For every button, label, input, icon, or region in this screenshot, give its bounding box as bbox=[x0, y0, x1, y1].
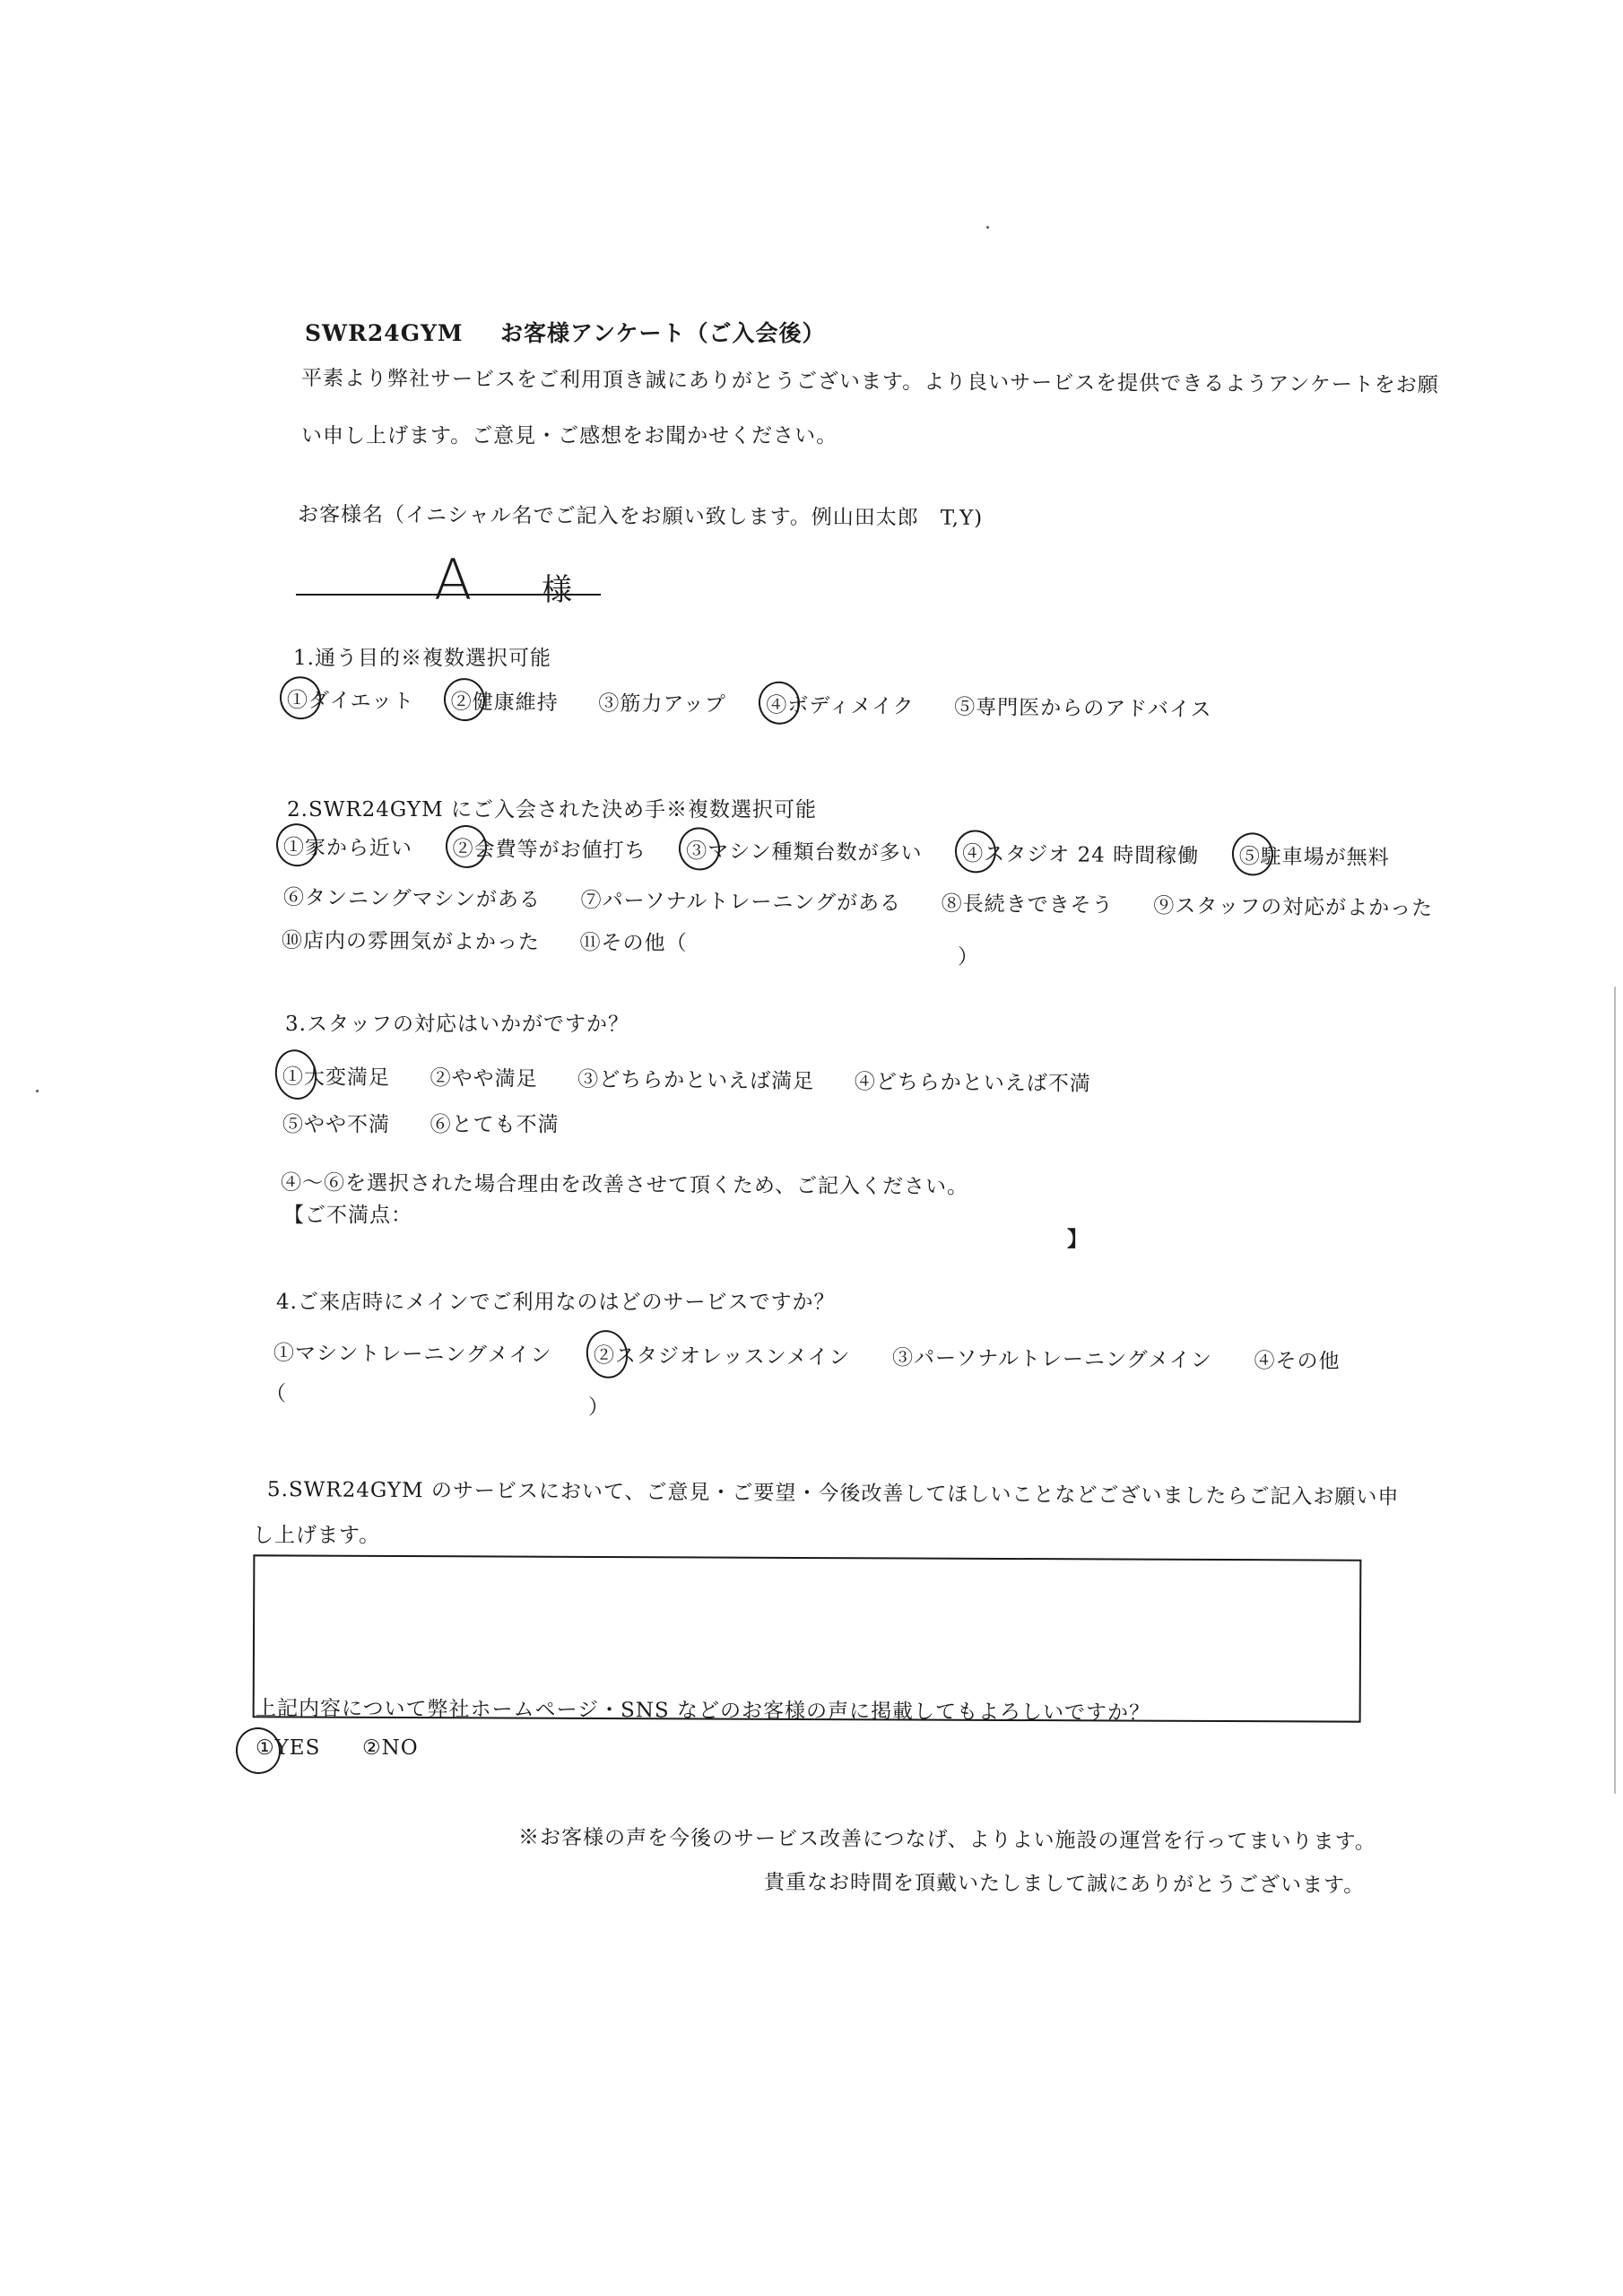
q2-option-4[interactable]: ④スタジオ 24 時間稼働 bbox=[962, 837, 1199, 869]
q1-option-3[interactable]: ③筋力アップ bbox=[598, 691, 726, 718]
q1-option-2[interactable]: ②健康維持 bbox=[451, 685, 559, 716]
intro-line-2: い申し上げます。ご意見・ご感想をお聞かせください。 bbox=[301, 424, 838, 448]
q2-option-5[interactable]: ⑤駐車場が無料 bbox=[1239, 839, 1390, 871]
q3-complaint-label: 【ご不満点： bbox=[283, 1204, 412, 1227]
q3-option-5[interactable]: ⑤やや不満 bbox=[282, 1113, 390, 1136]
q3-question: 3.スタッフの対応はいかがですか？ bbox=[285, 1013, 629, 1036]
footer-line-1: ※お客様の声を今後のサービス改善につなげ、よりよい施設の運営を行ってまいります。 bbox=[517, 1826, 1376, 1855]
handwritten-circle-mark bbox=[755, 678, 804, 728]
q2-option-6[interactable]: ⑥タンニングマシンがある bbox=[282, 886, 542, 912]
q3-option-3[interactable]: ③どちらかといえば満足 bbox=[577, 1067, 815, 1094]
consent-option-no[interactable]: ②NO bbox=[361, 1736, 419, 1760]
q4-option-2[interactable]: ②スタジオレッスンメイン bbox=[594, 1339, 851, 1370]
q3-option-4[interactable]: ④どちらかといえば不満 bbox=[854, 1070, 1091, 1096]
q1-question: 1.通う目的※複数選択可能 bbox=[293, 647, 551, 670]
consent-question: 上記内容について弊社ホームページ・SNS などのお客様の声に掲載してもよろしいですか？ bbox=[255, 1697, 1151, 1726]
form-title: お客様アンケート（ご入会後） bbox=[500, 320, 826, 346]
q2-other-close-paren: ） bbox=[958, 945, 979, 969]
handwritten-circle-mark bbox=[271, 1046, 321, 1103]
handwritten-circle-mark bbox=[231, 1723, 285, 1778]
handwritten-circle-mark bbox=[951, 826, 1001, 876]
handwritten-circle-mark bbox=[440, 674, 490, 725]
q2-option-7[interactable]: ⑦パーソナルトレーニングがある bbox=[580, 889, 902, 916]
q3-option-1[interactable]: ①大変満足 bbox=[282, 1060, 390, 1091]
q4-question: 4.ご来店時にメインでご利用なのはどのサービスですか？ bbox=[276, 1291, 836, 1314]
q2-question: 2.SWR24GYM にご入会された決め手※複数選択可能 bbox=[287, 798, 817, 822]
footer-line-2: 貴重なお時間を頂戴いたしまして誠にありがとうございます。 bbox=[763, 1871, 1366, 1898]
q3-option-2[interactable]: ②やや満足 bbox=[430, 1066, 538, 1091]
q2-option-8[interactable]: ⑧長続きできそう bbox=[941, 892, 1114, 918]
q1-option-4[interactable]: ④ボディメイク bbox=[766, 689, 915, 720]
q1-options bbox=[287, 683, 1212, 723]
q2-options-row-3 bbox=[282, 924, 688, 956]
name-handwritten-initial: A bbox=[434, 547, 473, 613]
intro-line-1: 平素より弊社サービスをご利用頂き誠にありがとうございます。より良いサービスを提供できるようアンケートをお願 bbox=[300, 367, 1439, 397]
q5-question-line-1: 5.SWR24GYM のサービスにおいて、ご意見・ご要望・今後改善してほしいことなどございましたらご記入お願い申 bbox=[266, 1478, 1400, 1509]
q3-complaint-close-bracket: 】 bbox=[1067, 1227, 1089, 1251]
q2-option-1[interactable]: ①家から近い bbox=[283, 831, 412, 861]
q3-complaint-field[interactable] bbox=[412, 1198, 1058, 1234]
q3-options-row-2 bbox=[282, 1108, 560, 1137]
handwritten-circle-mark bbox=[276, 673, 325, 723]
q4-options bbox=[273, 1336, 1341, 1374]
handwritten-circle-mark bbox=[582, 1326, 632, 1382]
scan-speck bbox=[986, 226, 989, 229]
name-honorific: 様 bbox=[542, 572, 572, 608]
q4-other-close-paren: ） bbox=[588, 1396, 610, 1419]
q3-note: ④～⑥を選択された場合理由を改善させて頂くため、ご記入ください。 bbox=[280, 1171, 969, 1199]
q4-other-open-paren: （ bbox=[265, 1382, 287, 1405]
q2-option-10[interactable]: ⑩店内の雰囲気がよかった bbox=[281, 929, 541, 955]
handwritten-circle-mark bbox=[273, 820, 322, 870]
q4-option-1[interactable]: ①マシントレーニングメイン bbox=[273, 1342, 552, 1368]
q2-options-row-2 bbox=[283, 881, 1434, 921]
name-label: お客様名（イニシャル名でご記入をお願い致します。例山田太郎 T,Y) bbox=[297, 503, 984, 531]
handwritten-circle-mark bbox=[675, 823, 725, 874]
consent-option-yes[interactable]: ①YES bbox=[256, 1736, 320, 1760]
scan-edge-line bbox=[1614, 987, 1616, 1794]
q2-option-2[interactable]: ②会費等がお値打ち bbox=[452, 832, 646, 864]
q5-question-line-2: し上げます。 bbox=[253, 1524, 381, 1547]
scan-speck bbox=[36, 1090, 39, 1092]
handwritten-circle-mark bbox=[1228, 829, 1277, 879]
brand-name: SWR24GYM bbox=[305, 320, 464, 346]
q1-option-5[interactable]: ⑤専門医からのアドバイス bbox=[954, 695, 1212, 722]
q2-option-11[interactable]: ⑪その他（ bbox=[579, 931, 688, 956]
q2-option-3[interactable]: ③マシン種類台数が多い bbox=[686, 834, 923, 866]
q4-option-3[interactable]: ③パーソナルトレーニングメイン bbox=[892, 1346, 1212, 1373]
handwritten-circle-mark bbox=[441, 822, 490, 872]
form-title-row bbox=[305, 316, 826, 348]
q1-option-1[interactable]: ①ダイエット bbox=[287, 683, 415, 714]
q4-option-4[interactable]: ④その他 bbox=[1254, 1349, 1341, 1374]
q2-options-row-1 bbox=[283, 831, 1390, 871]
q3-options-row-1 bbox=[282, 1060, 1091, 1097]
q3-option-6[interactable]: ⑥とても不満 bbox=[430, 1113, 560, 1136]
q2-option-9[interactable]: ⑨スタッフの対応がよかった bbox=[1153, 894, 1434, 921]
consent-options bbox=[256, 1736, 419, 1760]
